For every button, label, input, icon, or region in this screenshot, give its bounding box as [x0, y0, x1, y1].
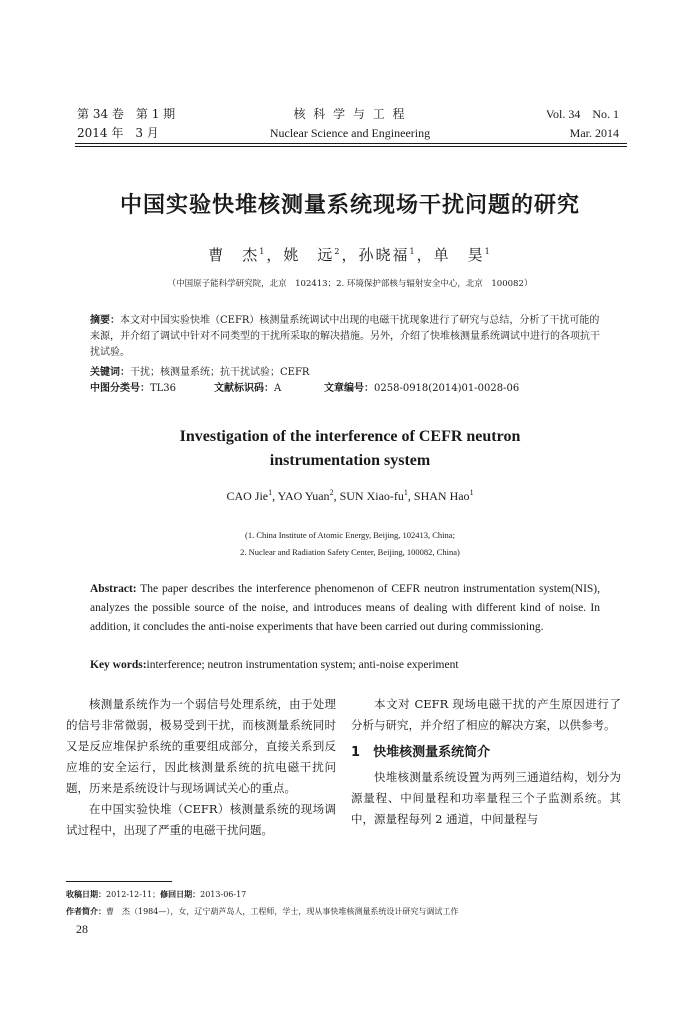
- doc-label: 文献标识码：: [214, 383, 274, 394]
- title-cn: 中国实验快堆核测量系统现场干扰问题的研究: [119, 193, 580, 218]
- art-value: 0258-0918(2014)01-0028-06: [374, 383, 520, 394]
- received-date: 2012-12-11: [106, 890, 153, 899]
- header-journal-cn: 核 科 学 与 工 程: [293, 107, 407, 121]
- header-journal-en: Nuclear Science and Engineering: [269, 126, 431, 140]
- author-en-2: YAO Yuan$^2$: [277, 488, 334, 503]
- footnote-dates: 收稿日期：2012-12-11；修回日期：2013-06-17: [66, 890, 247, 899]
- author-cn-1: 曹 杰$^1$: [208, 246, 267, 264]
- abstract-en-text: The paper describes the interference phenomenon of CEFR neutron instrumentation system(NIS), analyzes the possible source of the noise, and introduces means of dealing with different kind of noise. In addition, it concludes the anti-noise experiments that have been carried out during commissioning.: [90, 583, 600, 633]
- abstract-cn: [90, 313, 600, 361]
- abstract-en: [90, 580, 600, 637]
- author-cn-2: 姚 远$^2$: [283, 246, 342, 264]
- author-en-3: SUN Xiao-$fu^1$: [339, 488, 408, 503]
- header-date: 2014 年 3 月: [77, 126, 159, 140]
- authors-en: CAO Jie$^1$, YAO Yuan$^2$, SUN Xiao-$fu^1$, SHAN Hao$^1$: [226, 488, 474, 503]
- author-cn-4: 单 昊$^1$: [433, 246, 492, 264]
- affiliation-cn: （中国原子能科学研究院，北京 102413；2. 环境保护部核与辐射安全中心，北京 100082）: [167, 279, 533, 289]
- body-left-column: [66, 694, 336, 841]
- body-left-p2: 在中国实验快堆（CEFR）核测量系统的现场调试过程中，出现了严重的电磁干扰问题。: [66, 802, 336, 837]
- affiliation-en-1: (1. China Institute of Atomic Energy, Beijing, 102413, China;: [245, 530, 455, 540]
- author-cn-3: 孙晓福$^1$: [358, 246, 417, 264]
- page-number: 28: [76, 922, 88, 936]
- doc-value: A: [274, 383, 282, 394]
- abstract-en-label: Abstract:: [90, 583, 137, 595]
- keywords-en-label: Key words:: [90, 659, 147, 671]
- authors-cn: 曹 杰$^1$，姚 远$^2$，孙晓福$^1$，单 昊$^1$: [208, 246, 492, 264]
- body-right-p1: 本文对 CEFR 现场电磁干扰的产生原因进行了分析与研究，并介绍了相应的解决方案，以供参考。: [351, 697, 621, 732]
- keywords-cn: [90, 365, 600, 381]
- header-volume: 第 34 卷 第 1 期: [77, 107, 176, 121]
- keywords-cn-label: 关键词：: [90, 367, 130, 378]
- author-en-4: SHAN Hao$^1$: [413, 488, 474, 503]
- abstract-cn-label: 摘要：: [90, 315, 120, 326]
- body-right-column: [351, 694, 621, 830]
- abstract-cn-text: 本文对中国实验快堆（CEFR）核测量系统调试中出现的电磁干扰现象进行了研究与总结，分析了干扰可能的来源，并介绍了调试中针对不同类型的干扰所采取的解决措施。另外，介绍了快堆核测量系统调试中进行的各项抗干扰试验。: [90, 315, 600, 358]
- body-right-p2: 快堆核测量系统设置为两列三通道结构，划分为源量程、中间量程和功率量程三个子监测系统。其中，源量程每列 2 通道，中间量程与: [351, 770, 621, 826]
- affiliation-en-2: 2. Nuclear and Radiation Safety Center, Beijing, 100082, China): [240, 547, 460, 557]
- author-en-1: CAO Jie$^1$: [226, 488, 273, 503]
- section-number: 1: [351, 745, 361, 760]
- revised-date: 2013-06-17: [200, 890, 247, 899]
- author-info: 曹 杰（1984—），女，辽宁葫芦岛人，工程师，学士，现从事快堆核测量系统设计研究与调试工作: [106, 907, 459, 916]
- body-left-p1: 核测量系统作为一个弱信号处理系统，由于处理的信号非常微弱，极易受到干扰，而核测量系统同时又是反应堆保护系统的重要组成部分，直接关系到反应堆的安全运行，因此核测量系统的抗电磁干扰问题，历来是系统设计与现场调试关心的重点。: [66, 697, 336, 795]
- header-rule-2: [75, 146, 627, 147]
- class-label: 中图分类号：: [90, 383, 150, 394]
- header-date-en: Mar. 2014: [569, 126, 619, 140]
- class-value: TL36: [150, 383, 177, 394]
- section-heading: [351, 742, 621, 763]
- section-title: 快堆核测量系统简介: [373, 745, 491, 760]
- header-rule-1: [75, 143, 627, 144]
- keywords-cn-text: 干扰；核测量系统；抗干扰试验；CEFR: [130, 367, 310, 378]
- keywords-en: [90, 656, 600, 675]
- header-vol-en: Vol. 34 No. 1: [545, 107, 619, 121]
- title-en: Investigation of the interference of CEFR neutron instrumentation system: [179, 428, 521, 469]
- keywords-en-text: interference; neutron instrumentation system; anti-noise experiment: [146, 659, 459, 671]
- classification-row: [90, 381, 600, 397]
- art-label: 文章编号：: [324, 383, 374, 394]
- footnote-author: 作者简介：曹 杰（1984—），女，辽宁葫芦岛人，工程师，学士，现从事快堆核测量系统设计研究与调试工作: [66, 907, 459, 916]
- footnote-rule: [66, 881, 172, 882]
